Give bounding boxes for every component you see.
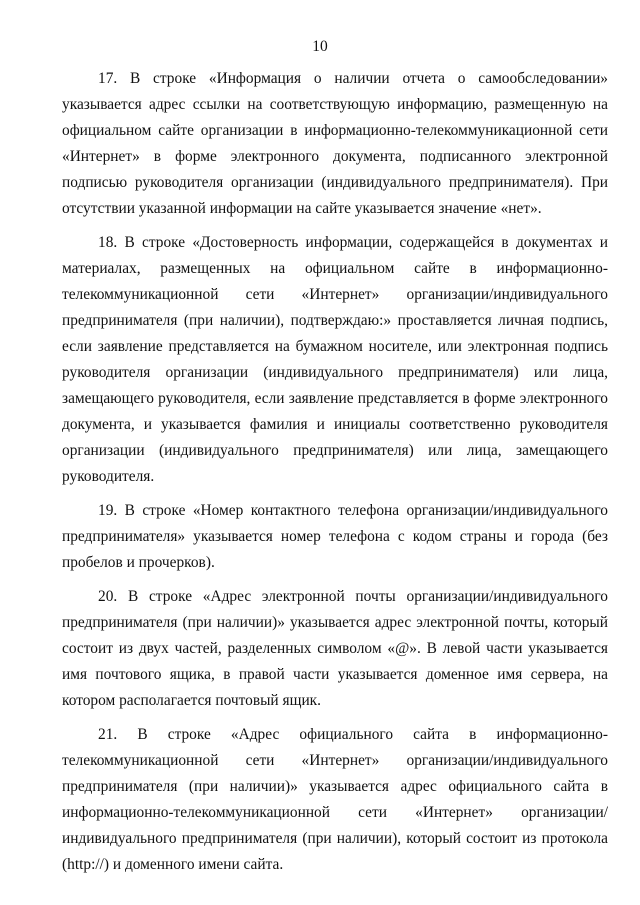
document-body <box>62 66 608 886</box>
paragraph-17: 17. В строке «Информация о наличии отчета о самообследовании» указывается адрес ссылки на соответствующую информацию, размещенную на официальном сайте организации в информационно-телекоммуникационной сети «Интернет» в форме электронного документа, подписанного электронной подписью руководителя организации (индивидуального предпринимателя). При отсутствии указанной информации на сайте указывается значение «нет». <box>62 70 608 217</box>
paragraph-20: 20. В строке «Адрес электронной почты организации/индивидуального предпринимателя (при наличии)» указывается адрес электронной почты, который состоит из двух частей, разделенных символом «@». В левой части указывается имя почтового ящика, в правой части указывается доменное имя сервера, на котором располагается почтовый ящик. <box>62 588 608 709</box>
paragraph-18: 18. В строке «Достоверность информации, содержащейся в документах и материалах, размещенных на официальном сайте в информационно-телекоммуникационной сети «Интернет» организации/индивидуального предпринимателя (при наличии), подтверждаю:» проставляется личная подпись, если заявление представляется на бумажном носителе, или электронная подпись руководителя организации (индивидуального предпринимателя) или лица, замещающего руководителя, если заявление представляется в форме электронного документа, и указывается фамилия и инициалы соответственно руководителя организации (индивидуального предпринимателя) или лица, замещающего руководителя. <box>62 234 608 485</box>
page-number: 10 <box>312 38 328 55</box>
paragraph-21: 21. В строке «Адрес официального сайта в информационно-телекоммуникационной сети «Интернет» организации/индивидуального предпринимателя (при наличии)» указывается адрес официального сайта в информационно-телекоммуникационной сети «Интернет» организации/индивидуального предпринимателя (при наличии), который состоит из протокола (http://) и доменного имени сайта. <box>62 726 608 873</box>
paragraph-19: 19. В строке «Номер контактного телефона организации/индивидуального предпринимателя» указывается номер телефона с кодом страны и города (без пробелов и прочерков). <box>62 502 608 571</box>
